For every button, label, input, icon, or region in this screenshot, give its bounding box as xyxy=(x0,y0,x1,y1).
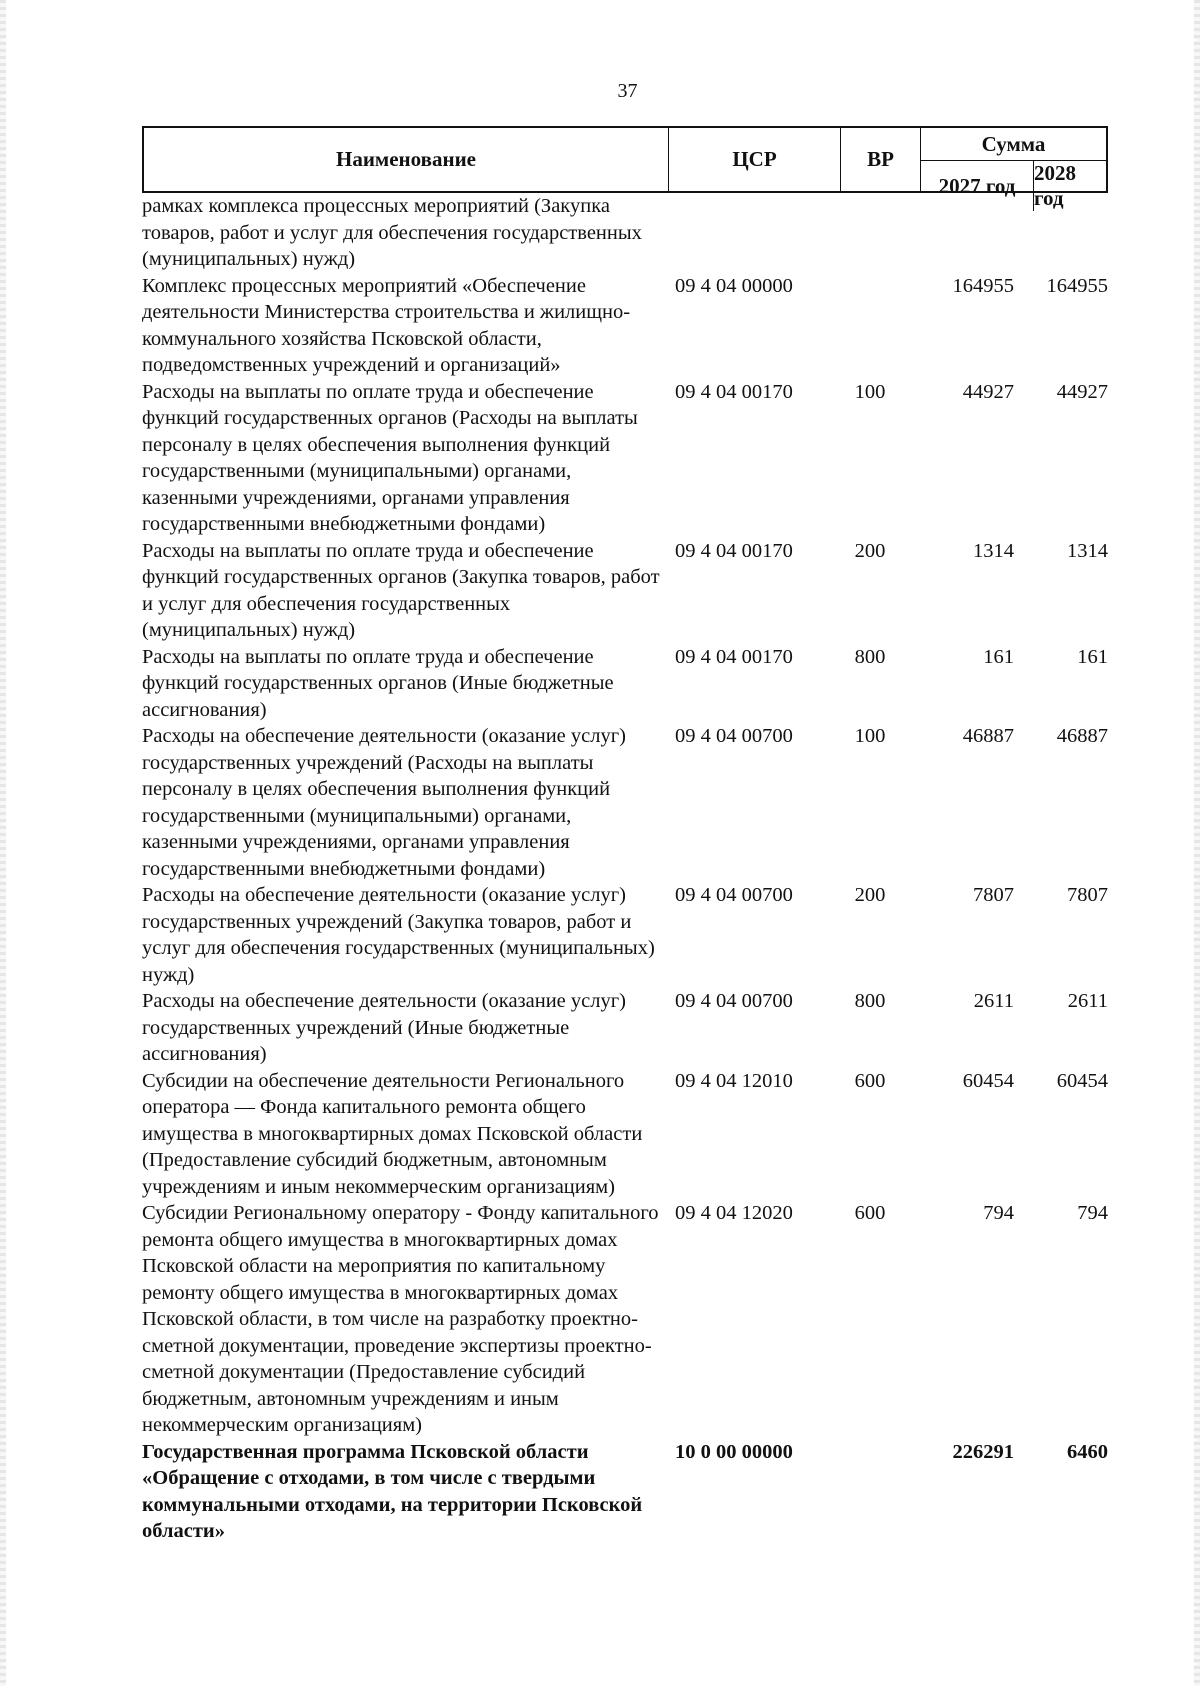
page-number: 37 xyxy=(617,80,638,102)
row-sum-2028: 44927 xyxy=(1056,380,1108,403)
header-sum: Сумма xyxy=(921,128,1106,161)
row-vr-code: 100 xyxy=(854,725,886,747)
row-sum-2027: 44927 xyxy=(962,380,1014,403)
row-sum-2027: 46887 xyxy=(962,725,1014,747)
row-name: Комплекс процессных мероприятий «Обеспечение деятельности Министерства строительства и жилищно-коммунального хозяйства Псковской области, подведомственных учреждений и организаций» xyxy=(142,274,631,376)
table-body xyxy=(142,193,1108,1545)
row-csr-code: 09 4 04 12010 xyxy=(675,1069,793,1092)
row-name: Расходы на обеспечение деятельности (оказание услуг) государственных учреждений (Иные бюджетные ассигнования) xyxy=(142,990,626,1065)
row-csr-code: 09 4 04 12020 xyxy=(675,1202,793,1224)
row-sum-2028: 46887 xyxy=(1056,725,1108,747)
row-vr-code xyxy=(839,1439,919,1545)
header-year-2027: 2027 год xyxy=(921,161,1034,211)
row-csr-code: 10 0 00 00000 xyxy=(675,1440,793,1463)
row-sum-2027 xyxy=(919,193,1022,273)
header-year-2028: 2028 год xyxy=(1034,161,1076,210)
row-vr-code: 800 xyxy=(854,990,886,1012)
row-sum-2027: 161 xyxy=(983,645,1014,668)
row-csr-code: 09 4 04 00700 xyxy=(675,884,793,906)
table-row xyxy=(142,1200,1108,1439)
header-name: Наименование xyxy=(144,128,669,191)
table-row xyxy=(142,882,1108,988)
row-sum-2028: 164955 xyxy=(1046,274,1108,297)
row-csr-code: 09 4 04 00700 xyxy=(675,725,793,747)
row-sum-2027: 60454 xyxy=(962,1069,1014,1092)
row-sum-2028: 7807 xyxy=(1067,884,1108,906)
row-csr-code: 09 4 04 00700 xyxy=(675,990,793,1012)
row-name: Расходы на выплаты по оплате труда и обеспечение функций государственных органов (Закупка товаров, работ и услуг для обеспечения государственных (муниципальных) нужд) xyxy=(142,539,660,641)
header-code: ЦСР xyxy=(669,128,841,191)
row-vr-code xyxy=(839,273,919,379)
row-sum-2027: 7807 xyxy=(973,884,1014,906)
row-sum-2028 xyxy=(1022,193,1108,273)
row-vr-code: 200 xyxy=(854,884,886,906)
row-vr-code: 800 xyxy=(854,645,886,668)
row-name: Субсидии Региональному оператору - Фонду капитального ремонта общего имущества в многоквартирных домах Псковской области на мероприятия по капитальному ремонту общего имущества в многоквартирных домах Псковской области, в том числе на разработку проектно-сметной документации, проведение экспертизы проектно-сметной документации (Предоставление субсидий бюджетным, автономным учреждениям и иным некоммерческим организациям) xyxy=(142,1202,659,1436)
table-row xyxy=(142,988,1108,1068)
budget-table xyxy=(142,126,1108,1545)
table-row xyxy=(142,193,1108,273)
row-sum-2027: 2611 xyxy=(973,990,1014,1012)
row-name: Расходы на выплаты по оплате труда и обеспечение функций государственных органов (Расходы на выплаты персоналу в целях обеспечения выполнения функций государственными (муниципальными) органами, казенными учреждениями, органами управления государственными внебюджетными фондами) xyxy=(142,380,638,535)
row-csr-code: 09 4 04 00170 xyxy=(675,380,793,403)
row-sum-2027: 1314 xyxy=(973,539,1014,562)
scan-edge-left xyxy=(0,0,6,1686)
row-sum-2028: 60454 xyxy=(1056,1069,1108,1092)
table-row xyxy=(142,538,1108,644)
table-row xyxy=(142,644,1108,724)
row-sum-2027: 794 xyxy=(983,1202,1014,1224)
header-years xyxy=(921,161,1106,210)
header-vr: ВР xyxy=(841,128,921,191)
table-row xyxy=(142,273,1108,379)
row-sum-2028: 161 xyxy=(1077,645,1108,668)
scan-edge-right xyxy=(1194,0,1200,1686)
row-sum-2028: 2611 xyxy=(1067,990,1108,1012)
row-sum-2028: 1314 xyxy=(1067,539,1108,562)
row-sum-2028: 794 xyxy=(1077,1202,1108,1224)
row-vr-code: 100 xyxy=(854,380,886,403)
row-csr-code: 09 4 04 00170 xyxy=(675,645,793,668)
table-header xyxy=(142,126,1108,210)
row-sum-2027: 164955 xyxy=(952,274,1014,297)
table-row xyxy=(142,723,1108,882)
row-vr-code xyxy=(839,193,919,273)
row-name: рамках комплекса процессных мероприятий (Закупка товаров, работ и услуг для обеспечения государственных (муниципальных) нужд) xyxy=(142,195,642,270)
table-row xyxy=(142,1439,1108,1545)
row-csr-code: 09 4 04 00170 xyxy=(675,539,793,562)
table-row xyxy=(142,1068,1108,1201)
row-csr-code: 09 4 04 00000 xyxy=(675,274,793,297)
table-row xyxy=(142,379,1108,538)
row-vr-code: 600 xyxy=(854,1069,886,1092)
row-vr-code: 600 xyxy=(854,1202,886,1224)
row-sum-2027: 226291 xyxy=(952,1440,1014,1463)
row-vr-code: 200 xyxy=(854,539,886,562)
row-name: Расходы на выплаты по оплате труда и обеспечение функций государственных органов (Иные бюджетные ассигнования) xyxy=(142,645,614,721)
row-name: Государственная программа Псковской области «Обращение с отходами, в том числе с твердыми коммунальными отходами, на территории Псковской области» xyxy=(142,1440,643,1542)
row-sum-2028: 6460 xyxy=(1067,1440,1108,1463)
row-name: Субсидии на обеспечение деятельности Регионального оператора — Фонда капитального ремонта общего имущества в многоквартирных домах Псковской области (Предоставление субсидий бюджетным, автономным учреждениям и иным некоммерческим организациям) xyxy=(142,1069,643,1198)
row-csr-code xyxy=(667,193,839,273)
row-name: Расходы на обеспечение деятельности (оказание услуг) государственных учреждений (Закупка товаров, работ и услуг для обеспечения государственных (муниципальных) нужд) xyxy=(142,884,655,986)
row-name: Расходы на обеспечение деятельности (оказание услуг) государственных учреждений (Расходы на выплаты персоналу в целях обеспечения выполнения функций государственными (муниципальными) органами, казенными учреждениями, органами управления государственными внебюджетными фондами) xyxy=(142,725,626,880)
